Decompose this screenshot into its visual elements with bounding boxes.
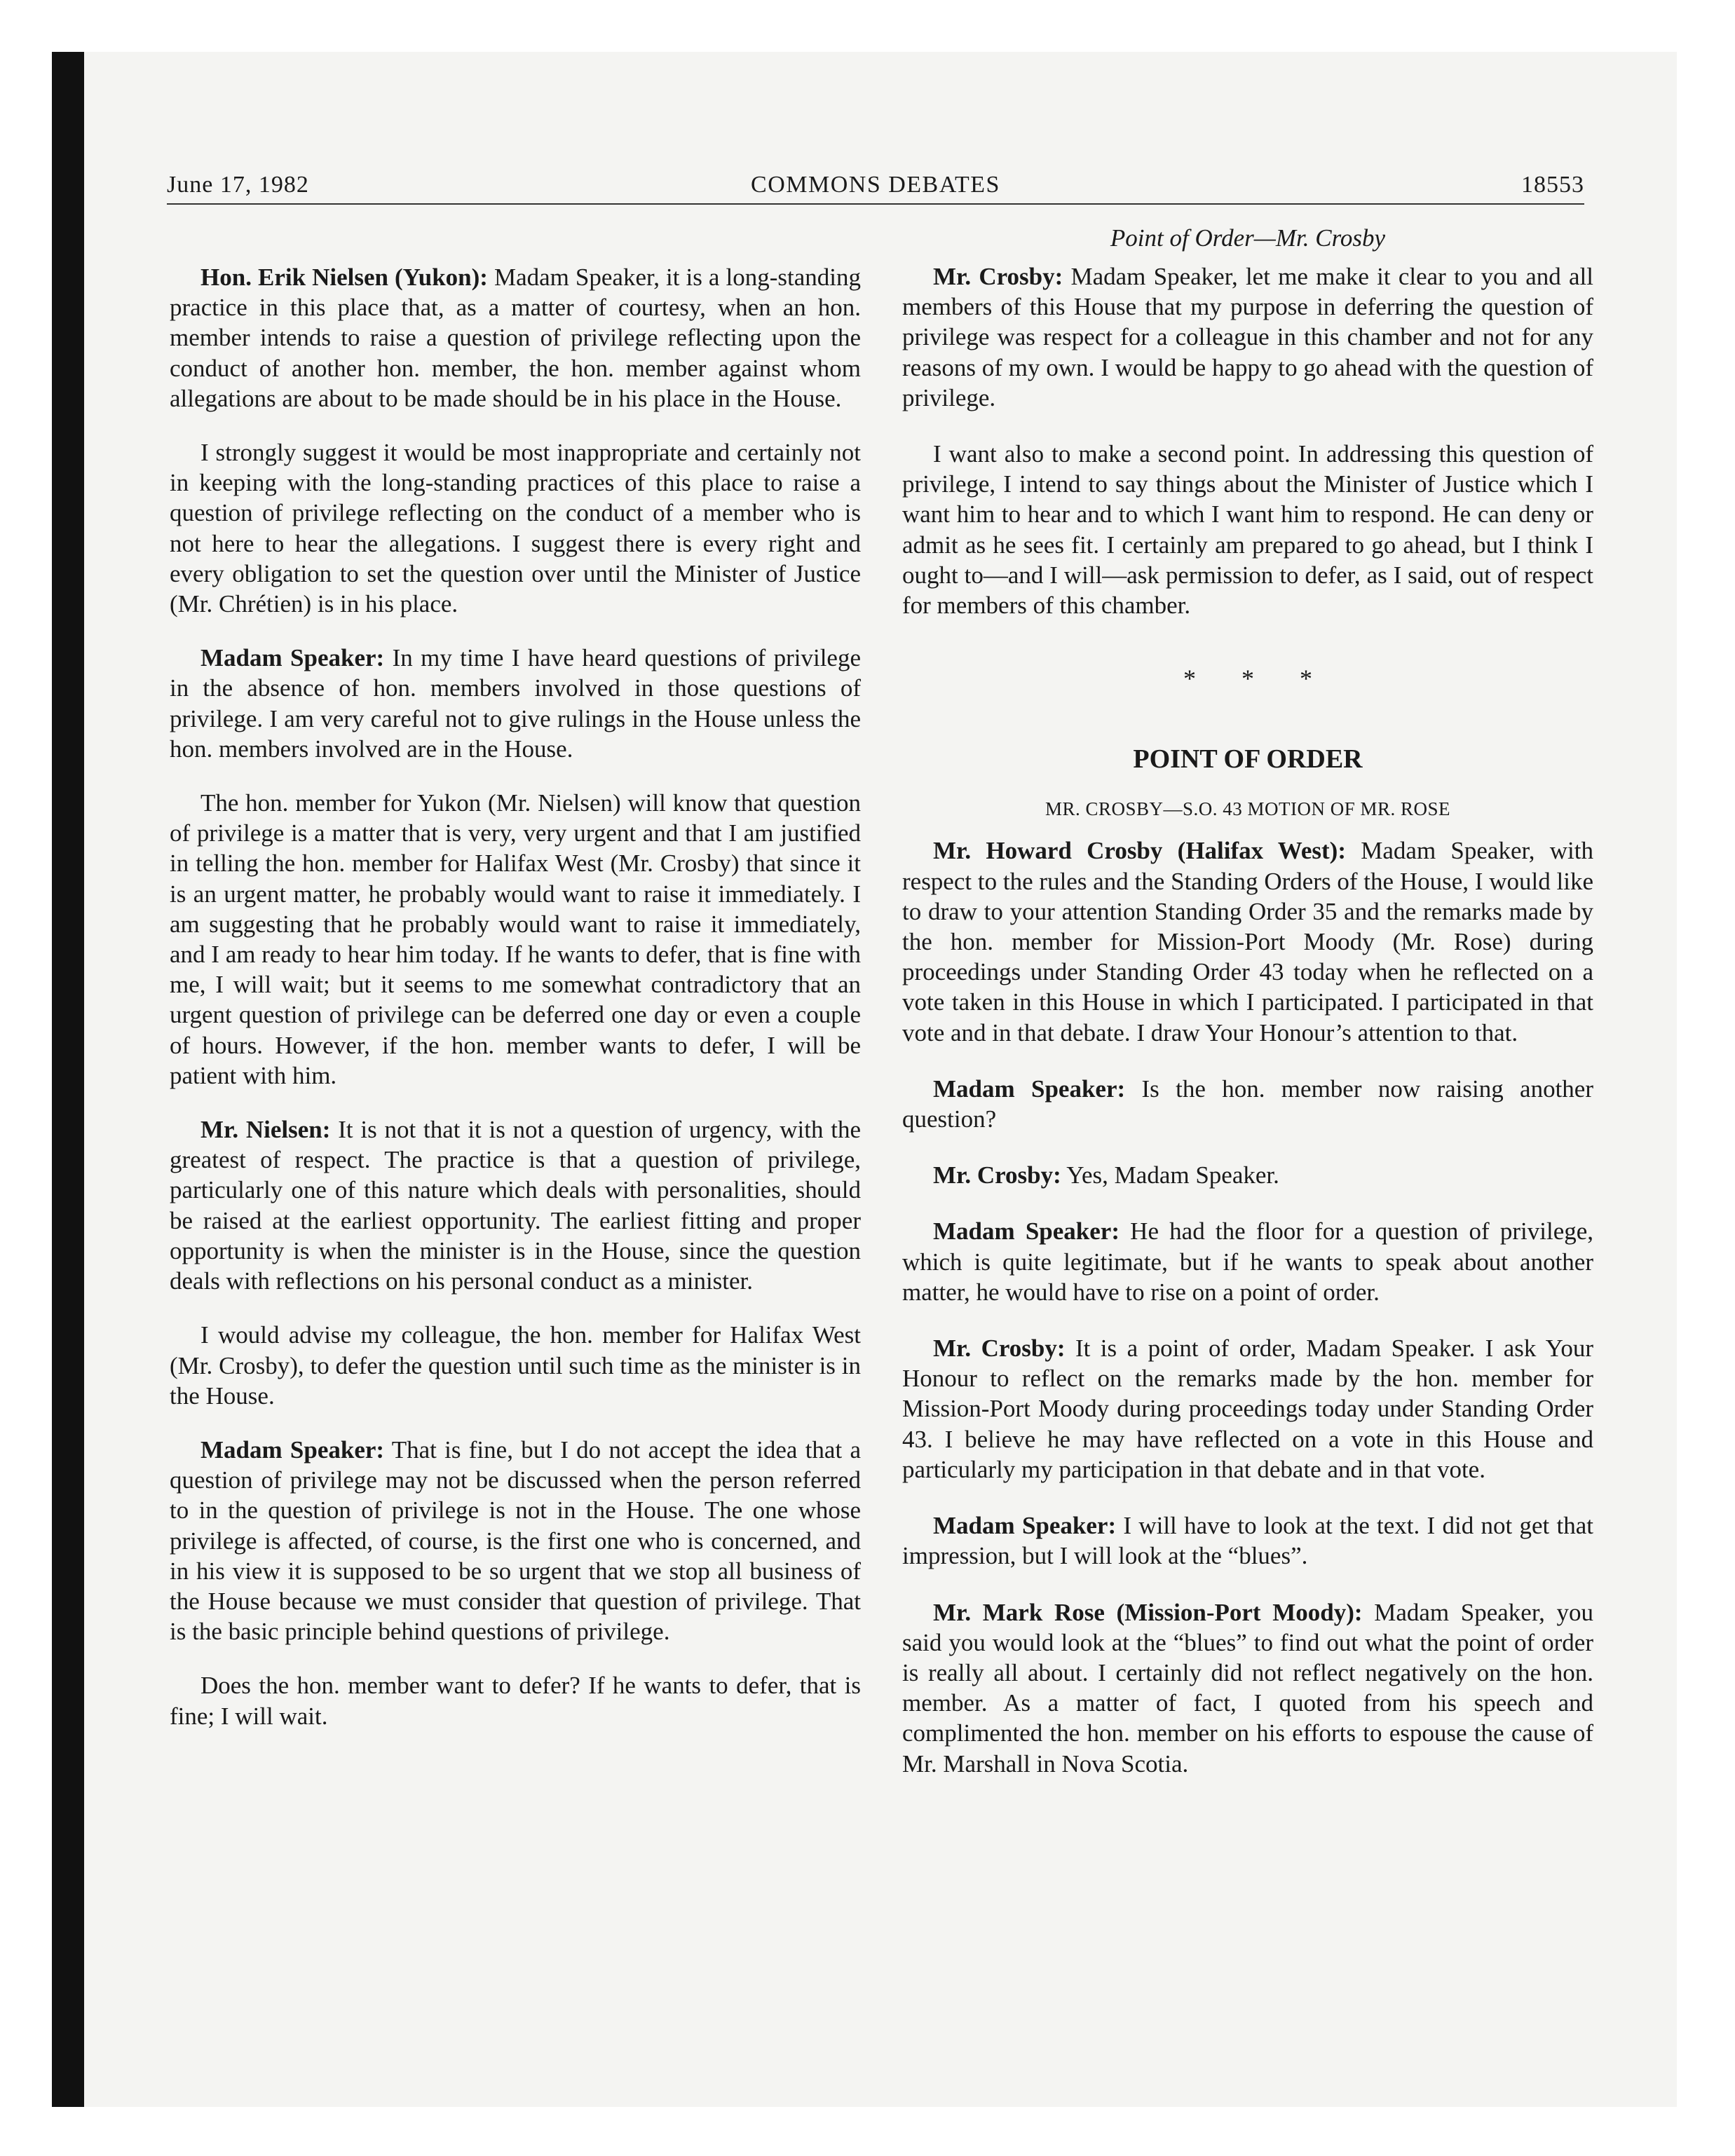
speaker-name: Madam Speaker: [200,1435,385,1464]
speech-text: The hon. member for Yukon (Mr. Nielsen) will know that question of privilege is a matter that is very, very urgent and that I am justified in telling the hon. member for Halifax West (Mr. Crosby) that since it is an urgent matter, he probably would want to raise it immediately. I am suggesting that he probably would want to raise it immediately, and I am ready to hear him today. If he wants to defer, that is fine with me, I will wait; but it seems to me somewhat contradictory that an urgent question of privilege can be deferred one day or even a couple of hours. However, if the hon. member wants to defer, I will be patient with him. [170,789,861,1089]
speech-text: Yes, Madam Speaker. [1061,1161,1279,1189]
speech-text: That is fine, but I do not accept the idea that a question of privilege may not be discussed when the person referred to in the question of privilege is not in the House. The one whose privilege is affected, of course, is the first one who is concerned, and in his view it is supposed to be so urgent that we stop all business of the House because we must consider that question of privilege. That is the basic principle behind questions of privilege. [170,1435,861,1646]
paragraph [170,262,861,414]
speaker-name: Madam Speaker: [933,1217,1120,1246]
paragraph [170,788,861,1091]
speech-text: I would advise my colleague, the hon. member for Halifax West (Mr. Crosby), to defer the question until such time as the minister is in the House. [170,1321,861,1410]
speech-text: Does the hon. member want to defer? If he wants to defer, that is fine; I will wait. [170,1672,861,1730]
speaker-name: Mr. Crosby: [933,263,1063,290]
running-subhead: Point of Order—Mr. Crosby [1110,224,1386,252]
paragraph [170,1670,861,1731]
paragraph [902,1074,1593,1134]
section-subheading: MR. CROSBY—S.O. 43 MOTION OF MR. ROSE [1045,798,1451,820]
right-column [902,223,1593,1805]
binding-edge [52,52,84,2107]
paragraph [902,1510,1593,1571]
section-break: * * * [1183,664,1332,693]
speech-text: It is not that it is not a question of urgency, with the greatest of respect. The practice is that a question of privilege, particularly one of this nature which deals with personalities, should be raised at the earliest opportunity. The earliest fitting and proper opportunity is when the minister is in the House, since the question deals with reflections on his personal conduct as a minister. [170,1116,861,1295]
speech-text: Is the hon. member now raising another question? [902,1074,1593,1133]
speech-text: It is a point of order, Madam Speaker. I ask Your Honour to reflect on the remarks made by the hon. member for Mission-Port Moody during proceedings today under Standing Order 43. I believe he may have reflected on a vote in this House and particularly my participation in that debate and in that vote. [902,1335,1594,1483]
speaker-name: Madam Speaker: [933,1512,1117,1540]
speaker-name: Mr. Nielsen: [200,1116,331,1144]
speaker-name: Madam Speaker: [200,644,385,672]
speaker-name: Madam Speaker: [933,1074,1126,1103]
speech-text: I will have to look at the text. I did not get that impression, but I will look at the “blues”. [902,1512,1594,1570]
speech-text: Madam Speaker, you said you would look at the “blues” to find out what the point of order is really all about. I certainly did not reflect negatively on the hon. member. As a matter of fact, I quoted from his speech and complimented the hon. member on his efforts to espouse the cause of Mr. Marshall in Nova Scotia. [902,1598,1593,1778]
speaker-name: Mr. Mark Rose (Mission-Port Moody): [933,1598,1363,1626]
speaker-name: Mr. Crosby: [933,1161,1061,1189]
paragraph [170,643,861,764]
speaker-name: Mr. Howard Crosby (Halifax West): [933,837,1346,865]
section-heading: POINT OF ORDER [1133,744,1363,775]
paragraph [170,1320,861,1411]
paragraph [902,261,1593,413]
paragraph [170,1435,861,1646]
speech-text: I want also to make a second point. In addressing this question of privilege, I intend to say things about the Minister of Justice which I want him to hear and to which I want him to respond. He can deny or admit as he sees fit. I certainly am prepared to go ahead, but I think I ought to—and I will—ask permission to defer, as I said, out of respect for members of this chamber. [902,440,1593,620]
header-journal-title: COMMONS DEBATES [751,172,1000,198]
paragraph [902,1597,1593,1779]
paragraph [902,1160,1593,1190]
running-header [167,167,1584,203]
paragraph [170,1114,861,1296]
paragraph [902,439,1593,620]
left-column [170,223,861,1755]
speaker-name: Mr. Crosby: [933,1335,1066,1363]
header-page-number: 18553 [1521,172,1584,198]
speaker-name: Hon. Erik Nielsen (Yukon): [200,264,488,291]
speech-text: He had the floor for a question of privilege, which is quite legitimate, but if he wants to speak about another matter, he would have to rise on a point of order. [902,1217,1594,1306]
paragraph [170,437,861,619]
speech-text: Madam Speaker, it is a long-standing practice in this place that, as a matter of courtesy, when an hon. member intends to raise a question of privilege reflecting upon the conduct of another hon. member, the hon. member against whom allegations are about to be made should be in his place in the House. [170,264,861,412]
speech-text: Madam Speaker, let me make it clear to you and all members of this House that my purpose in deferring the question of privilege was respect for a colleague in this chamber and not for any reasons of my own. I would be happy to go ahead with the question of privilege. [902,263,1593,411]
speech-text: In my time I have heard questions of privilege in the absence of hon. members involved in those questions of privilege. I am very careful not to give rulings in the House unless the hon. members involved are in the House. [170,644,862,763]
header-date: June 17, 1982 [167,172,309,198]
header-rule [167,203,1584,205]
speech-text: I strongly suggest it would be most inappropriate and certainly not in keeping with the long-standing practices of this place to raise a question of privilege reflecting on the conduct of a member who is not here to hear the allegations. I suggest there is every right and every obligation to set the question over until the Minister of Justice (Mr. Chrétien) is in his place. [170,439,861,618]
paragraph [902,1333,1593,1485]
paragraph [902,1216,1593,1307]
paragraph [902,835,1593,1047]
speech-text: Madam Speaker, with respect to the rules and the Standing Orders of the House, I would like to draw to your attention Standing Order 35 and the remarks made by the hon. member for Mission-Port Moody (Mr. Rose) during proceedings under Standing Order 43 today when he reflected on a vote taken in this House in which I participated. I participated in that vote and in that debate. I draw Your Honour’s attention to that. [902,837,1593,1046]
